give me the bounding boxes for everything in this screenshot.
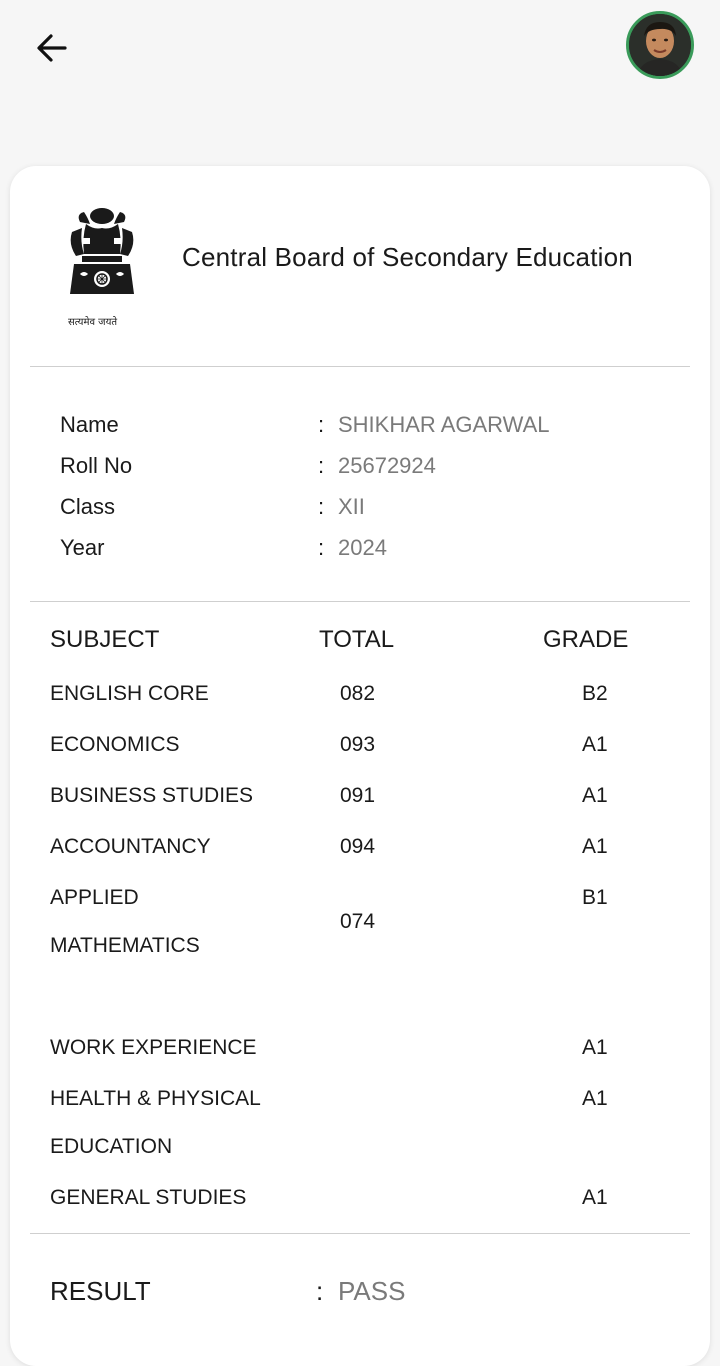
info-label-year: Year [60, 535, 105, 560]
result-label: RESULT [50, 1276, 151, 1306]
info-divider [30, 601, 690, 602]
avatar[interactable] [626, 11, 694, 79]
table-row-grade: B2 [582, 682, 608, 705]
back-button[interactable] [28, 24, 76, 72]
info-value-class: XII [338, 494, 365, 519]
top-bar [0, 0, 720, 160]
table-row-subject: HEALTH & PHYSICAL EDUCATION [50, 1087, 261, 1158]
info-label-roll: Roll No [60, 453, 133, 478]
info-value-roll: 25672924 [338, 453, 436, 478]
table-row-subject: ACCOUNTANCY [50, 835, 211, 858]
table-row-subject: GENERAL STUDIES [50, 1186, 247, 1209]
header-subject: SUBJECT [50, 626, 160, 653]
marksheet-card [10, 166, 710, 1366]
national-emblem-icon [62, 204, 142, 314]
table-row-total: 074 [340, 910, 376, 933]
table-row-subject: WORK EXPERIENCE [50, 1036, 257, 1059]
board-title: Central Board of Secondary Education [182, 242, 633, 272]
table-row-grade: A1 [582, 835, 608, 858]
table-row-total: 094 [340, 835, 376, 858]
info-value-name: SHIKHAR AGARWAL [338, 412, 550, 437]
table-row-grade: B1 [582, 886, 608, 909]
table-row-grade: A1 [582, 1087, 608, 1110]
emblem-motto: सत्यमेव जयते [68, 317, 118, 328]
header-grade: GRADE [543, 626, 629, 653]
table-row-grade: A1 [582, 733, 608, 756]
table-row-grade: A1 [582, 1186, 608, 1209]
info-colon: : [318, 412, 325, 437]
table-row-grade: A1 [582, 1036, 608, 1059]
header-divider [30, 366, 690, 367]
header-total: TOTAL [319, 626, 395, 653]
table-row-total: 091 [340, 784, 376, 807]
table-row-total: 082 [340, 682, 376, 705]
table-row-total: 093 [340, 733, 376, 756]
national-emblem [62, 204, 142, 330]
info-value-year: 2024 [338, 535, 387, 560]
table-row-subject: ECONOMICS [50, 733, 180, 756]
info-colon: : [318, 453, 325, 478]
table-row-grade: A1 [582, 784, 608, 807]
arrow-left-icon [35, 31, 69, 65]
info-colon: : [318, 494, 325, 519]
table-row-subject: ENGLISH CORE [50, 682, 209, 705]
result-colon: : [316, 1276, 324, 1306]
result-value: PASS [338, 1276, 406, 1306]
table-row-subject: APPLIED MATHEMATICS [50, 886, 200, 957]
info-colon: : [318, 535, 325, 560]
info-label-class: Class [60, 494, 116, 519]
table-divider [30, 1233, 690, 1234]
info-label-name: Name [60, 412, 119, 437]
user-photo-icon [629, 14, 691, 76]
table-row-subject: BUSINESS STUDIES [50, 784, 254, 807]
